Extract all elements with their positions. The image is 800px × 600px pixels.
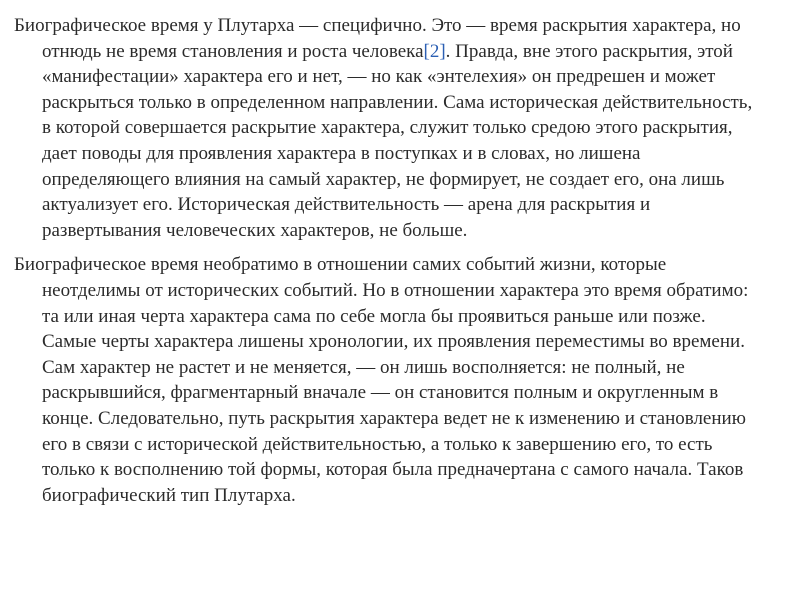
footnote-ref-link[interactable]: [2] bbox=[423, 40, 446, 62]
paragraph-1-text-start: Биографическое время у Плутарха — специфично. Это — время раскрытия характера, но отнюдь не время становления и роста человека bbox=[14, 15, 741, 62]
paragraph-2 bbox=[14, 252, 760, 508]
paragraph-1-text-end: . Правда, вне этого раскрытия, этой «манифестации» характера его и нет, — но как «энтелехия» он предрешен и может раскрыться только в определенном направлении. Сама историческая действительность, в которой совершается раскрытие характера, служит только средою этого раскрытия, дает поводы для проявления характера в поступках и в словах, но лишена определяющего влияния на самый характер, не формирует, не создает его, она лишь актуализует его. Историческая действительность — арена для раскрытия и развертывания человеческих характеров, не больше. bbox=[42, 40, 753, 241]
paragraph-2-text: Биографическое время необратимо в отношении самих событий жизни, которые неотделимы от исторических событий. Но в отношении характера это время обратимо: та или иная черта характера сама по себе могла бы проявиться раньше или позже. Самые черты характера лишены хронологии, их проявления переместимы во времени. Сам характер не растет и не меняется, — он лишь восполняется: не полный, не раскрывшийся, фрагментарный вначале — он становится полным и округленным в конце. Следовательно, путь раскрытия характера ведет не к изменению и становлению его в связи с исторической действительностью, а только к завершению его, то есть только к восполнению той формы, которая была предначертана с самого начала. Таков биографический тип Плутарха. bbox=[14, 254, 749, 506]
paragraph-1 bbox=[14, 13, 760, 243]
